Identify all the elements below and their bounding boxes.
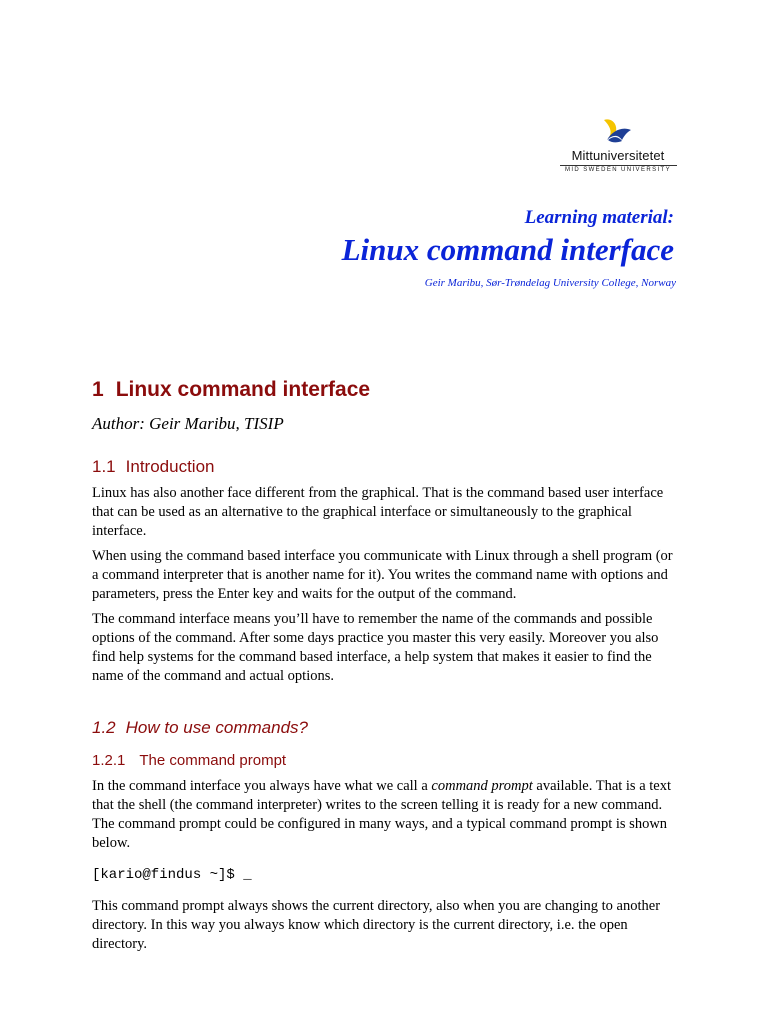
paragraph-text: In the command interface you always have what we call a: [92, 778, 432, 794]
university-logo: [556, 118, 680, 178]
paragraph: The command interface means you’ll have to remember the name of the commands and possible options of the command. After some days practice you master this very easily. Moreover you also find help systems for the command based interface, a help system that makes it easier to find the name of the command and actual options.: [92, 611, 659, 684]
section-title: Linux command interface: [115, 378, 371, 401]
paragraph: Linux has also another face different from the graphical. That is the command based user interface that can be used as an alternative to the graphical interface or simultaneously to the graphical interface.: [92, 485, 664, 539]
document-body: [92, 374, 682, 954]
logo-emblem-icon: [600, 118, 634, 146]
document-byline: Geir Maribu, Sør-Trøndelag University College, Norway: [424, 277, 676, 289]
paragraph: This command prompt always shows the current directory, also when you are changing to another directory. In this way you always know which directory is the current directory, i.e. the open directory.: [92, 898, 661, 952]
section-number: 1.2.1: [92, 752, 126, 769]
section-heading-1-1: [92, 454, 682, 480]
document-title: Linux command interface: [341, 232, 674, 267]
author-line: Author: Geir Maribu, TISIP: [92, 414, 284, 433]
logo-subtitle: MID SWEDEN UNIVERSITY: [564, 167, 672, 173]
logo-name: Mittuniversitetet: [571, 148, 665, 163]
section-heading-1-2: [92, 715, 682, 741]
learning-material-label: Learning material:: [524, 207, 674, 228]
command-prompt-example: [kario@findus ~]$ _: [92, 867, 252, 883]
paragraph-text: available. That is a text that the shell (the command interpreter) writes to the screen telling it is ready for a new command. The command prompt could be configured in many ways, and a typical command prompt is shown below.: [92, 778, 672, 851]
section-title: The command prompt: [139, 752, 287, 769]
section-title: How to use commands?: [125, 718, 309, 737]
logo-divider: [560, 165, 677, 166]
paragraph: When using the command based interface you communicate with Linux through a shell program (or a command interpreter that is another name for it). You writes the command name with options and parameters, press the Enter key and waits for the output of the command.: [92, 548, 673, 602]
section-heading-1-2-1: [92, 750, 682, 772]
section-heading-1: [92, 374, 682, 406]
section-title: Introduction: [125, 457, 215, 476]
section-number: 1.1: [92, 457, 116, 476]
section-number: 1.2: [92, 718, 116, 737]
emphasis-term: command prompt: [431, 778, 533, 794]
section-number: 1: [92, 378, 104, 401]
paragraph: [92, 777, 682, 853]
